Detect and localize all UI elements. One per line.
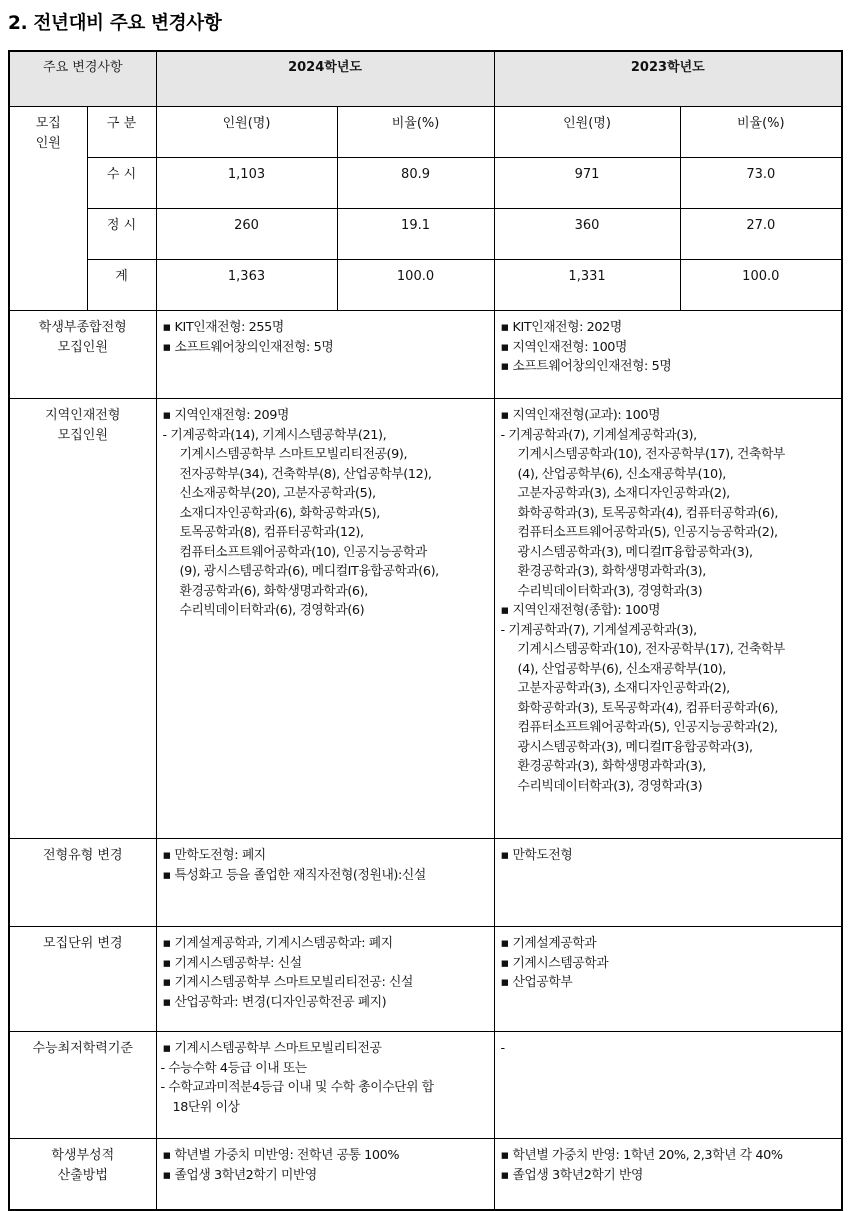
recruit-count-2023: 971: [494, 158, 680, 209]
col-ratio-2023: 비율(%): [680, 107, 842, 158]
list-item: ▪ 학년별 가중치 반영: 1학년 20%, 2,3학년 각 40%: [500, 1148, 783, 1163]
list-item: ▪ 만학도전형: 폐지: [162, 848, 266, 863]
list-item: ▪ 산업공학과: 변경(디자인공학전공 폐지): [162, 994, 387, 1010]
header-year-2024: 2024학년도: [156, 51, 494, 107]
jeonhyeong-2024: [156, 839, 494, 927]
list-item: 환경공학과(6), 화학생명과학과(6),: [179, 583, 368, 599]
list-item: 전자공학부(34), 건축학부(8), 산업공학부(12),: [179, 466, 432, 482]
list-item: 토목공학과(8), 컴퓨터공학과(12),: [179, 525, 364, 540]
col-count-2023: 인원(명): [494, 107, 680, 158]
list-item: ▪ 지역인재전형(종합): 100명: [500, 603, 661, 618]
label-line2: 모집인원: [57, 339, 108, 355]
row-suneung: [9, 1032, 842, 1139]
recruit-count-2023: 360: [494, 209, 680, 260]
recruit-row-susi: [9, 158, 842, 209]
list-item: 기계시스템공학과(10), 전자공학부(17), 건축학부: [517, 447, 785, 462]
recruit-subheader-row: [9, 107, 842, 158]
header-label: 주요 변경사항: [9, 51, 156, 107]
jiyeok-label: [9, 399, 156, 839]
seongjeok-label: [9, 1139, 156, 1210]
recruit-label-line2: 인원: [35, 136, 61, 151]
list-item: ▪ 기계시스템공학부: 신설: [162, 955, 302, 971]
list-item: ▪ 기계시스템공학부 스마트모빌리티전공: [162, 1041, 382, 1056]
list-item: 기계시스템공학과(10), 전자공학부(17), 건축학부: [517, 642, 785, 657]
seongjeok-2024: [156, 1139, 494, 1210]
recruit-row-total: [9, 260, 842, 311]
list-item: 수리빅데이터학과(6), 경영학과(6): [179, 603, 365, 618]
label-line1: 학생부종합전형: [38, 320, 127, 335]
recruit-count-2024: 1,363: [156, 260, 337, 311]
list-item: ▪ 지역인재전형: 209명: [162, 408, 289, 423]
recruit-count-2023: 1,331: [494, 260, 680, 311]
mojip-2024: [156, 927, 494, 1032]
label-line2: 산출방법: [57, 1167, 108, 1183]
list-item: - 기계공학과(14), 기계시스템공학부(21),: [162, 427, 387, 443]
hakjong-2023: [494, 311, 842, 399]
list-item: - 수능수학 4등급 이내 또는: [160, 1060, 307, 1076]
list-item: 기계시스템공학부 스마트모빌리티전공(9),: [179, 447, 408, 462]
list-item: 화학공학과(3), 토목공학과(4), 컴퓨터공학과(6),: [517, 700, 779, 716]
col-category: 구 분: [87, 107, 156, 158]
list-item: ▪ KIT인재전형: 255명: [162, 320, 284, 335]
row-jiyeok: [9, 399, 842, 839]
header-year-2023: 2023학년도: [494, 51, 842, 107]
mojip-label: 모집단위 변경: [9, 927, 156, 1032]
list-item: 화학공학과(3), 토목공학과(4), 컴퓨터공학과(6),: [517, 505, 779, 521]
row-hakjong: [9, 311, 842, 399]
list-item: ▪ 졸업생 3학년2학기 미반영: [162, 1167, 317, 1183]
list-item: (9), 광시스템공학과(6), 메디컬IT융합공학과(6),: [179, 564, 439, 579]
list-item: ▪ 소프트웨어창의인재전형: 5명: [162, 339, 334, 355]
hakjong-2024: [156, 311, 494, 399]
seongjeok-2023: [494, 1139, 842, 1210]
suneung-label: 수능최저학력기준: [9, 1032, 156, 1139]
list-item: ▪ 산업공학부: [500, 975, 573, 990]
list-item: (4), 산업공학부(6), 신소재공학부(10),: [517, 661, 726, 677]
recruit-row-jeongsi: [9, 209, 842, 260]
jeonhyeong-2023: [494, 839, 842, 927]
list-item: - 기계공학과(7), 기계설계공학과(3),: [500, 622, 697, 638]
list-item: ▪ 지역인재전형(교과): 100명: [500, 408, 661, 423]
changes-table: [8, 50, 843, 1211]
list-item: 고분자공학과(3), 소재디자인공학과(2),: [517, 486, 730, 501]
list-item: 수리빅데이터학과(3), 경영학과(3): [517, 778, 703, 794]
list-item: - 수학교과미적분4등급 이내 및 수학 총이수단위 합: [160, 1080, 434, 1095]
suneung-2024: [156, 1032, 494, 1139]
list-item: ▪ 기계시스템공학과: [500, 955, 609, 971]
recruit-ratio-2024: 80.9: [337, 158, 494, 209]
list-item: 광시스템공학과(3), 메디컬IT융합공학과(3),: [517, 739, 753, 755]
recruit-label-line1: 모집: [35, 116, 61, 131]
jiyeok-2023: [494, 399, 842, 839]
list-item: 소재디자인공학과(6), 화학공학과(5),: [179, 505, 380, 521]
list-item: 컴퓨터소프트웨어공학과(5), 인공지능공학과(2),: [517, 720, 778, 735]
recruit-group-label: [9, 107, 87, 311]
jiyeok-2024: [156, 399, 494, 839]
recruit-category: 수 시: [87, 158, 156, 209]
suneung-2023: [494, 1032, 842, 1139]
label-line1: 지역인재전형: [45, 408, 121, 423]
list-item: 수리빅데이터학과(3), 경영학과(3): [517, 583, 703, 599]
list-item: ▪ 졸업생 3학년2학기 반영: [500, 1167, 643, 1183]
recruit-ratio-2023: 73.0: [680, 158, 842, 209]
list-item: ▪ 특성화고 등을 졸업한 재직자전형(정원내):신설: [162, 867, 426, 883]
list-item: 컴퓨터소프트웨어공학과(10), 인공지능공학과: [179, 544, 427, 560]
label-line1: 학생부성적: [51, 1148, 115, 1163]
label-line2: 모집인원: [57, 427, 108, 443]
row-mojip: [9, 927, 842, 1032]
recruit-ratio-2024: 100.0: [337, 260, 494, 311]
jeonhyeong-label: 전형유형 변경: [9, 839, 156, 927]
list-item: 광시스템공학과(3), 메디컬IT융합공학과(3),: [517, 544, 753, 560]
recruit-category: 계: [87, 260, 156, 311]
recruit-ratio-2023: 27.0: [680, 209, 842, 260]
list-item: ▪ 지역인재전형: 100명: [500, 339, 628, 355]
list-item: 환경공학과(3), 화학생명과학과(3),: [517, 759, 706, 774]
mojip-2023: [494, 927, 842, 1032]
list-item: 고분자공학과(3), 소재디자인공학과(2),: [517, 681, 730, 696]
row-seongjeok: [9, 1139, 842, 1210]
list-item: ▪ 기계설계공학과, 기계시스템공학과: 폐지: [162, 936, 393, 951]
list-item: 18단위 이상: [172, 1099, 240, 1115]
recruit-category: 정 시: [87, 209, 156, 260]
list-item: 환경공학과(3), 화학생명과학과(3),: [517, 564, 706, 579]
hakjong-label: [9, 311, 156, 399]
recruit-ratio-2024: 19.1: [337, 209, 494, 260]
list-item: -: [500, 1041, 505, 1056]
col-ratio-2024: 비율(%): [337, 107, 494, 158]
row-jeonhyeong: [9, 839, 842, 927]
list-item: ▪ KIT인재전형: 202명: [500, 320, 622, 335]
list-item: 신소재공학부(20), 고분자공학과(5),: [179, 486, 376, 501]
page-title: 2. 전년대비 주요 변경사항: [8, 13, 222, 34]
list-item: (4), 산업공학부(6), 신소재공학부(10),: [517, 466, 726, 482]
col-count-2024: 인원(명): [156, 107, 337, 158]
list-item: - 기계공학과(7), 기계설계공학과(3),: [500, 427, 697, 443]
recruit-count-2024: 1,103: [156, 158, 337, 209]
list-item: ▪ 기계설계공학과: [500, 936, 597, 951]
list-item: ▪ 학년별 가중치 미반영: 전학년 공통 100%: [162, 1148, 400, 1163]
list-item: 컴퓨터소프트웨어공학과(5), 인공지능공학과(2),: [517, 525, 778, 540]
recruit-ratio-2023: 100.0: [680, 260, 842, 311]
list-item: ▪ 기계시스템공학부 스마트모빌리티전공: 신설: [162, 975, 413, 990]
list-item: ▪ 소프트웨어창의인재전형: 5명: [500, 359, 672, 374]
recruit-count-2024: 260: [156, 209, 337, 260]
list-item: ▪ 만학도전형: [500, 848, 573, 863]
table-header-row: [9, 51, 842, 107]
